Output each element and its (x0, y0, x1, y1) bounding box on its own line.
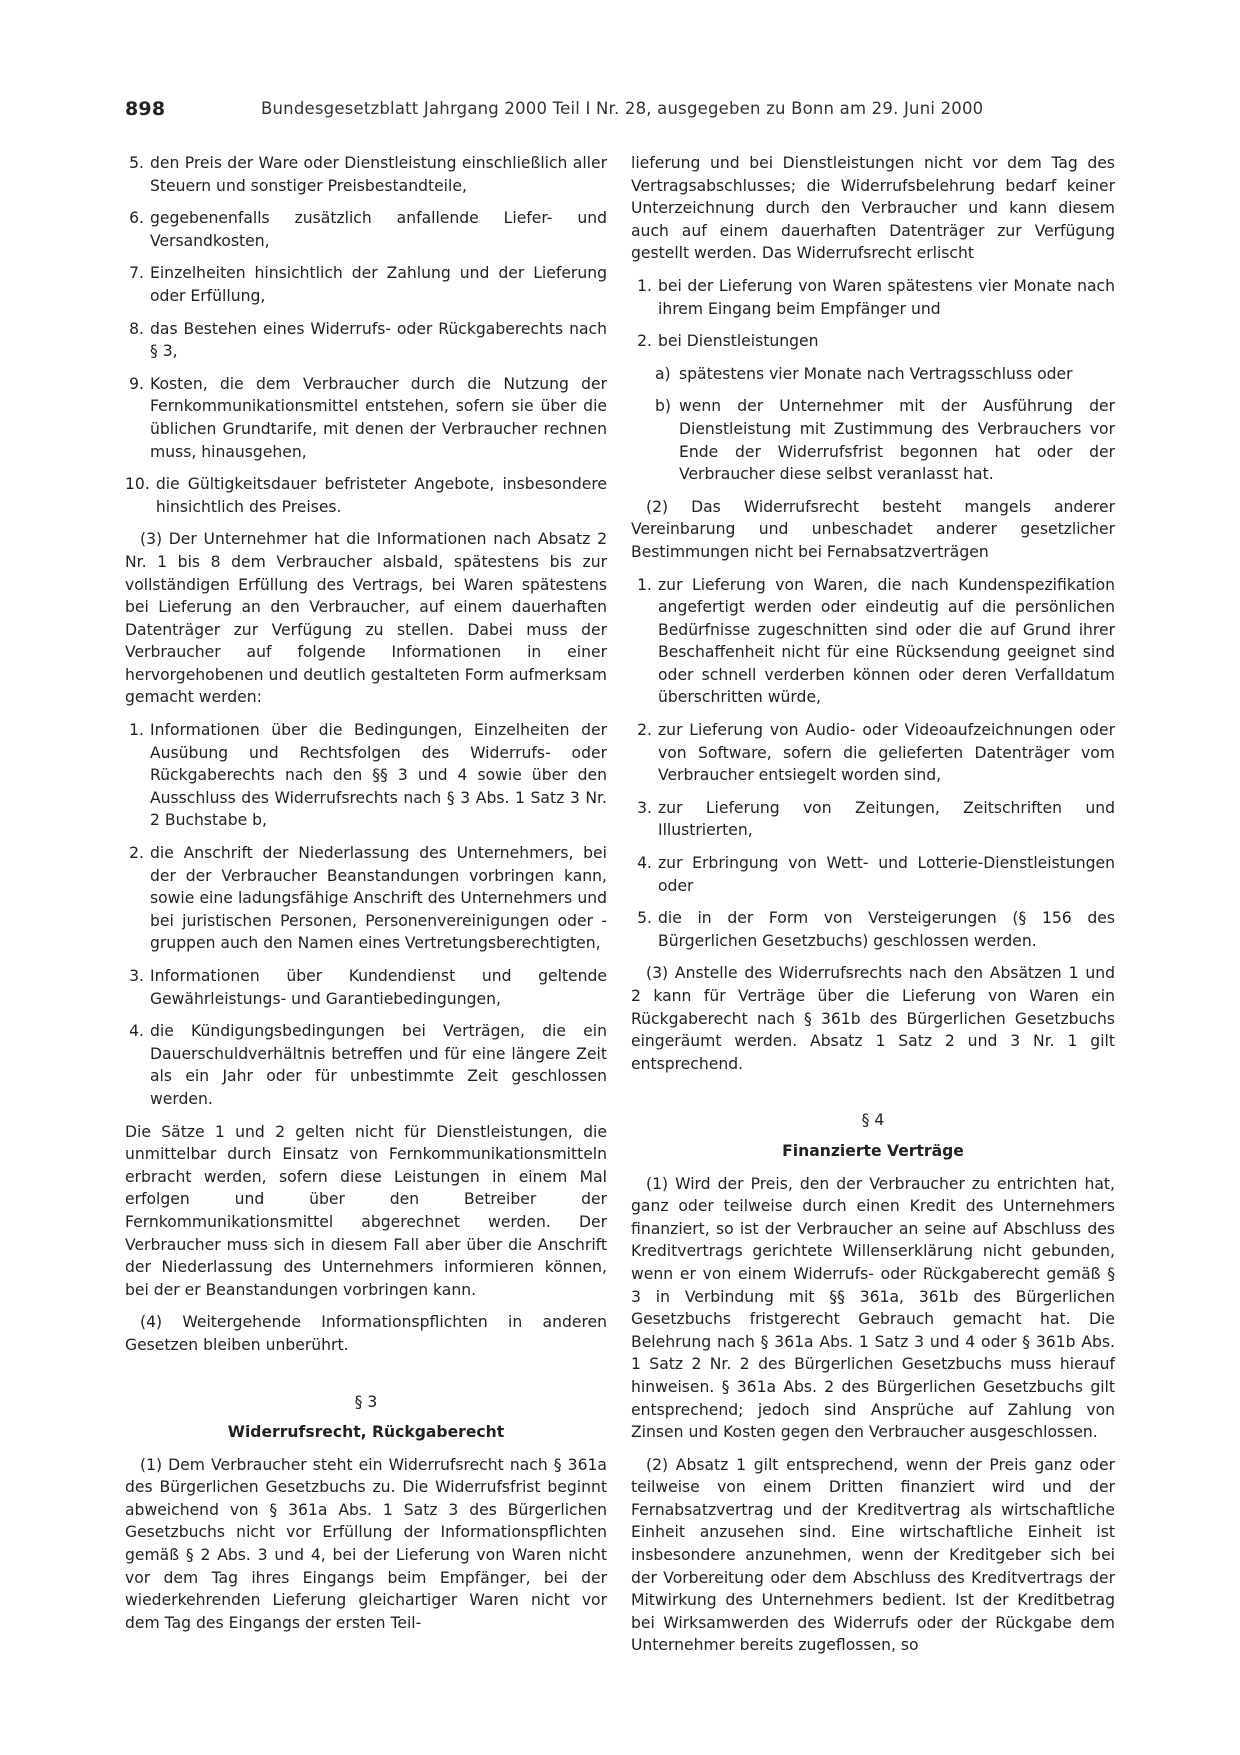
list-text: spätestens vier Monate nach Vertragsschluss oder (679, 364, 1073, 383)
list-text: die in der Form von Versteigerungen (§ 156 des Bürgerlichen Gesetzbuchs) geschlossen werden. (658, 909, 1115, 950)
paragraph: Die Sätze 1 und 2 gelten nicht für Dienstleistungen, die unmittelbar durch Einsatz von Fernkommunikationsmitteln erbracht werden, sofern diese Leistungen in einem Mal erfolgen und über den Betreiber der Fernkommunikationsmittel abgerechnet werden. Der Verbraucher muss sich in diesem Fall aber über die Anschrift der Niederlassung des Unternehmers informieren können, bei der er Beanstandungen vorbringen kann. (125, 1122, 607, 1299)
left-column (125, 152, 607, 1644)
list-item (125, 965, 607, 1010)
list-number: 1. (129, 721, 144, 740)
list-number: 3. (637, 798, 652, 817)
list-text: zur Lieferung von Zeitungen, Zeitschriften und Illustrierten, (658, 798, 1115, 840)
sub-list-item (655, 395, 1115, 485)
list-item (631, 797, 1115, 842)
section-number: § 3 (354, 1392, 378, 1411)
list-item (125, 373, 607, 463)
list-number: 7. (129, 264, 144, 283)
page-header (125, 98, 1115, 128)
list-item (631, 330, 1115, 353)
paragraph: (2) Absatz 1 gilt entsprechend, wenn der Preis ganz oder teilweise von einem Dritten finanziert wird und der Fernabsatzvertrag und der Kreditvertrag als wirtschaftliche Einheit anzusehen sind. Eine wirtschaftliche Einheit ist insbesondere anzunehmen, wenn der Kreditgeber sich bei der Vorbereitung oder dem Abschluss des Kreditvertrags der Mitwirkung des Unternehmers bedient. Ist der Kreditbetrag bei Wirksamwerden des Widerrufs oder der Rückgabe dem Unternehmer bereits zugeflossen, so (631, 1455, 1115, 1655)
list-item (631, 574, 1115, 710)
list-number: 9. (129, 374, 144, 393)
list-number: 5. (129, 154, 144, 172)
list-item (631, 907, 1115, 952)
page-number: 898 (125, 98, 166, 120)
list-text: den Preis der Ware oder Dienstleistung einschließlich aller Steuern und sonstiger Preisbestandteile, (150, 154, 607, 195)
list-text: wenn der Unternehmer mit der Ausführung der Dienstleistung mit Zustimmung des Verbrauchers vor Ende der Widerrufsfrist begonnen hat oder der Verbraucher diese selbst veranlasst hat. (679, 397, 1115, 484)
list-number: 2. (637, 721, 652, 740)
list-text: die Kündigungsbedingungen bei Verträgen, die ein Dauerschuldverhältnis betreffen und für eine längere Zeit als ein Jahr oder für unbestimmte Zeit geschlossen werden. (150, 1022, 607, 1108)
section-number: § 4 (861, 1111, 885, 1130)
list-item (631, 852, 1115, 897)
section-title: Finanzierte Verträge (782, 1141, 964, 1160)
paragraph: (1) Dem Verbraucher steht ein Widerrufsrecht nach § 361a des Bürgerlichen Gesetzbuchs zu. Die Widerrufsfrist beginnt abweichend von § 361a Abs. 1 Satz 3 des Bürgerlichen Gesetzbuchs nicht vor Erfüllung der Informationspflichten gemäß § 2 Abs. 3 und 4, bei der Lieferung von Waren nicht vor dem Tag ihres Eingangs beim Empfänger, bei der wiederkehrenden Lieferung gleichartiger Waren nicht vor dem Tag des Eingangs der ersten Teil- (125, 1455, 607, 1632)
list-text: Informationen über die Bedingungen, Einzelheiten der Ausübung und Rechtsfolgen des Widerrufs- oder Rückgaberechts nach den §§ 3 und 4 sowie über den Ausschluss des Widerrufsrechts nach § 3 Abs. 1 Satz 3 Nr. 2 Buchstabe b, (150, 721, 607, 830)
list-text: zur Lieferung von Audio- oder Videoaufzeichnungen oder von Software, sofern die gelieferten Datenträger vom Verbraucher entsiegelt worden sind, (658, 721, 1115, 785)
list-text: das Bestehen eines Widerrufs- oder Rückgaberechts nach § 3, (150, 319, 607, 361)
list-text: Informationen über Kundendienst und geltende Gewährleistungs- und Garantiebedingungen, (150, 967, 607, 1008)
list-text: Kosten, die dem Verbraucher durch die Nutzung der Fernkommunikationsmittel entstehen, sofern sie über die üblichen Grundtarife, mit denen der Verbraucher rechnen muss, hinausgehen, (150, 374, 607, 461)
list-number: 10. (125, 475, 150, 494)
sub-list-item (655, 363, 1115, 386)
list-item (125, 842, 607, 955)
paragraph: (3) Anstelle des Widerrufsrechts nach den Absätzen 1 und 2 kann für Verträge über die Lieferung von Waren ein Rückgaberecht nach § 361b des Bürgerlichen Gesetzbuchs eingeräumt werden. Absatz 1 Satz 2 und 3 Nr. 1 gilt entsprechend. (631, 964, 1115, 1073)
paragraph: (1) Wird der Preis, den der Verbraucher zu entrichten hat, ganz oder teilweise durch einen Kredit des Unternehmers finanziert, so ist der Verbraucher an seine auf Abschluss des Kreditvertrags gerichtete Willenserklärung nicht gebunden, wenn er von einem Widerrufs- oder Rückgaberecht gemäß § 3 in Verbindung mit §§ 361a, 361b des Bürgerlichen Gesetzbuchs fristgerecht Gebrauch gemacht hat. Die Belehrung nach § 361a Abs. 1 Satz 3 und 4 oder § 361b Abs. 1 Satz 2 Nr. 2 des Bürgerlichen Gesetzbuchs muss hierauf hinweisen. § 361a Abs. 2 des Bürgerlichen Gesetzbuchs gilt entsprechend; jedoch sind Ansprüche auf Zahlung von Zinsen und Kosten gegen den Verbraucher ausgeschlossen. (631, 1174, 1115, 1442)
paragraph: (4) Weitergehende Informationspflichten in anderen Gesetzen bleiben unberührt. (125, 1313, 607, 1354)
list-number: 4. (637, 854, 652, 873)
right-column (631, 152, 1115, 1667)
paragraph: lieferung und bei Dienstleistungen nicht vor dem Tag des Vertragsabschlusses; die Widerrufsbelehrung bedarf keiner Unterzeichnung durch den Verbraucher und kann diesem auch auf einem dauerhaften Datenträger zur Verfügung gestellt werden. Das Widerrufsrecht erlischt (631, 154, 1115, 263)
list-item (631, 275, 1115, 320)
list-text: Einzelheiten hinsichtlich der Zahlung und der Lieferung oder Erfüllung, (150, 264, 607, 305)
running-head: Bundesgesetzblatt Jahrgang 2000 Teil I Nr. 28, ausgegeben zu Bonn am 29. Juni 2000 (261, 99, 984, 118)
section-title: Widerrufsrecht, Rückgaberecht (227, 1423, 505, 1442)
list-item (125, 207, 607, 252)
list-text: bei der Lieferung von Waren spätestens vier Monate nach ihrem Eingang beim Empfänger und (658, 276, 1115, 318)
list-text: zur Erbringung von Wett- und Lotterie-Dienstleistungen oder (658, 854, 1115, 895)
list-item (125, 1020, 607, 1110)
list-text: zur Lieferung von Waren, die nach Kundenspezifikation angefertigt werden oder eindeutig auf die persönlichen Bedürfnisse zugeschnitten sind oder die auf Grund ihrer Beschaffenheit nicht für eine Rücksendung geeignet sind oder schnell verderben können oder deren Verfalldatum überschritten würde, (658, 575, 1115, 707)
list-number: 8. (129, 319, 144, 338)
list-text: gegebenenfalls zusätzlich anfallende Liefer- und Versandkosten, (150, 209, 607, 250)
list-number: b) (655, 397, 671, 416)
list-number: 6. (129, 209, 144, 228)
list-item (631, 719, 1115, 787)
list-item (125, 719, 607, 832)
list-item (125, 473, 607, 518)
list-text: die Anschrift der Niederlassung des Unternehmers, bei der der Verbraucher Beanstandungen vorbringen kann, sowie eine ladungsfähige Anschrift des Unternehmers und bei juristischen Personen, Personenvereinigungen oder -gruppen auch den Namen eines Vertretungsberechtigten, (150, 844, 607, 953)
list-number: 4. (129, 1022, 144, 1041)
list-number: a) (655, 364, 671, 383)
paragraph: (2) Das Widerrufsrecht besteht mangels anderer Vereinbarung und unbeschadet anderer gesetzlicher Bestimmungen nicht bei Fernabsatzverträgen (631, 497, 1115, 561)
list-number: 1. (637, 276, 652, 295)
list-number: 2. (129, 844, 144, 863)
list-item (125, 262, 607, 307)
list-item (125, 152, 607, 197)
list-number: 2. (637, 332, 652, 351)
list-text: bei Dienstleistungen (658, 332, 819, 351)
list-number: 1. (637, 575, 652, 594)
list-item (125, 318, 607, 363)
paragraph: (3) Der Unternehmer hat die Informationen nach Absatz 2 Nr. 1 bis 8 dem Verbraucher alsbald, spätestens bis zur vollständigen Erfüllung des Vertrags, bei Waren spätestens bei Lieferung an den Verbraucher, auf einem dauerhaften Datenträger zur Verfügung zu stellen. Dabei muss der Verbraucher auf folgende Informationen in einer hervorgehobenen und deutlich gestalteten Form aufmerksam gemacht werden: (125, 530, 607, 707)
list-number: 5. (637, 909, 652, 928)
list-number: 3. (129, 967, 144, 985)
list-text: die Gültigkeitsdauer befristeter Angebote, insbesondere hinsichtlich des Preises. (155, 475, 607, 516)
